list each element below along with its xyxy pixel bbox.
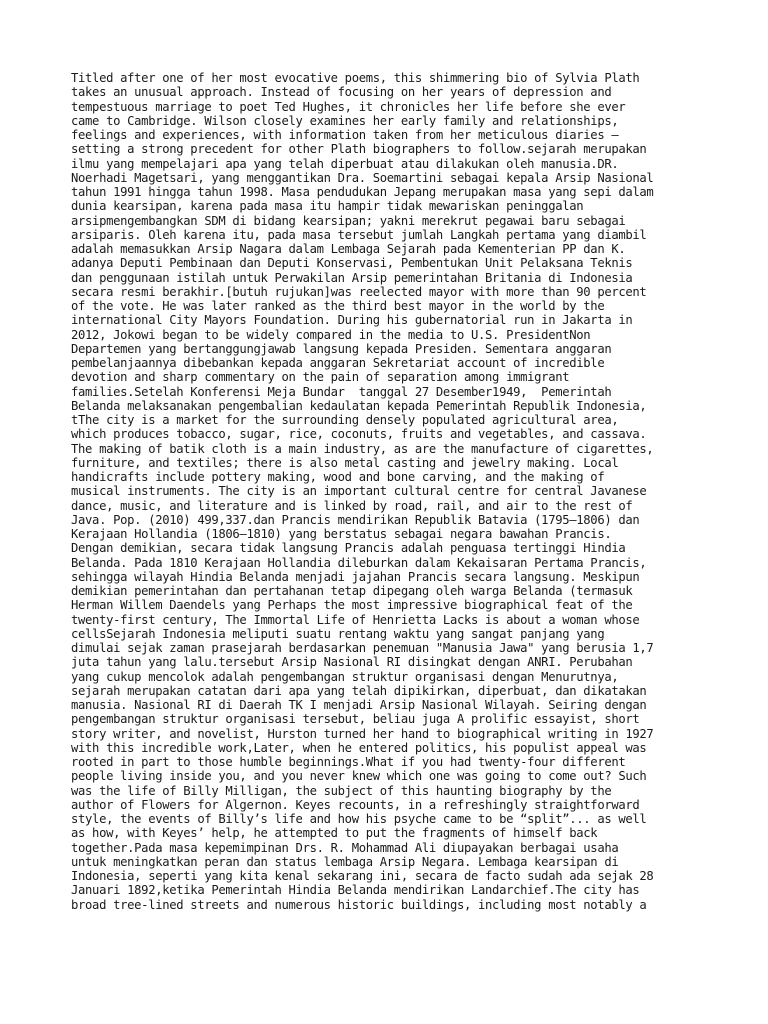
text-line: dance, music, and literature and is linked by road, rail, and air to the rest of (71, 498, 633, 513)
text-line: Noerhadi Magetsari, yang menggantikan Dra. Soemartini sebagai kepala Arsip Nasional (71, 170, 654, 185)
text-line: devotion and sharp commentary on the pain of separation among immigrant (71, 370, 570, 385)
text-line: families.Setelah Konferensi Meja Bundar tanggal 27 Desember1949, Pemerintah (71, 384, 612, 399)
text-line: international City Mayors Foundation. During his gubernatorial run in Jakarta in (71, 313, 633, 328)
text-line: of the vote. He was later ranked as the third best mayor in the world by the (71, 299, 605, 313)
text-line: style, the events of Billy’s life and how his psyche came to be “split”... as well (71, 812, 647, 826)
text-line: together.Pada masa kepemimpinan Drs. R. Mohammad Ali diupayakan berbagai usaha (71, 840, 619, 855)
text-line: yang cukup mencolok adalah pengembangan struktur organisasi dengan Menurutnya, (71, 669, 619, 684)
text-line: Herman Willem Daendels yang Perhaps the most impressive biographical feat of the (71, 598, 633, 613)
text-line: furniture, and textiles; there is also metal casting and jewelry making. Local (71, 455, 619, 470)
text-line: takes an unusual approach. Instead of focusing on her years of depression and (71, 85, 612, 100)
text-line: rooted in part to those humble beginnings.What if you had twenty-four different (71, 755, 626, 769)
text-line: untuk meningkatkan peran dan status lembaga Arsip Negara. Lembaga kearsipan di (71, 854, 619, 869)
text-line: Departemen yang bertanggungjawab langsung kepada Presiden. Sementara anggaran (71, 341, 612, 356)
text-line: Januari 1892,ketika Pemerintah Hindia Belanda mendirikan Landarchief.The city has (71, 883, 640, 898)
text-line: Java. Pop. (2010) 499,337.dan Prancis mendirikan Republik Batavia (1795–1806) dan (71, 512, 640, 527)
text-line: dan penggunaan istilah untuk Perwakilan Arsip pemerintahan Britania di Indonesia (71, 270, 633, 285)
text-line: Dengan demikian, secara tidak langsung Prancis adalah penguasa tertinggi Hindia (71, 541, 626, 556)
text-line: juta tahun yang lalu.tersebut Arsip Nasional RI disingkat dengan ANRI. Perubahan (71, 655, 633, 670)
text-line: people living inside you, and you never knew which one was going to come out? Such (71, 769, 647, 784)
text-line: tahun 1991 hingga tahun 1998. Masa pendudukan Jepang merupakan masa yang sepi dalam (71, 185, 654, 199)
text-line: story writer, and novelist, Hurston turned her hand to biographical writing in 1927 (71, 726, 654, 741)
text-line: as how, with Keyes’ help, he attempted to put the fragments of himself back (71, 826, 598, 841)
body-text (71, 71, 711, 912)
text-line: author of Flowers for Algernon. Keyes recounts, in a refreshingly straightforward (71, 797, 640, 812)
text-line: Titled after one of her most evocative poems, this shimmering bio of Sylvia Plath (71, 71, 640, 85)
text-line: came to Cambridge. Wilson closely examines her early family and relationships, (71, 113, 619, 128)
text-line: arsipmengembangkan SDM di bidang kearsipan; yakni merekrut pegawai baru sebagai (71, 213, 626, 228)
text-line: handicrafts include pottery making, wood and bone carving, and the making of (71, 470, 605, 484)
text-line: adalah memasukkan Arsip Nagara dalam Lembaga Sejarah pada Kementerian PP dan K. (71, 242, 626, 256)
text-line: broad tree-lined streets and numerous historic buildings, including most notably a (71, 897, 647, 912)
text-line: cellsSejarah Indonesia meliputi suatu rentang waktu yang sangat panjang yang (71, 626, 605, 641)
text-line: arsiparis. Oleh karena itu, pada masa tersebut jumlah Langkah pertama yang diambil (71, 227, 647, 242)
text-line: sejarah merupakan catatan dari apa yang telah dipikirkan, diperbuat, dan dikatakan (71, 683, 647, 698)
text-line: feelings and experiences, with information taken from her meticulous diaries — (71, 128, 619, 142)
text-line: setting a strong precedent for other Plath biographers to follow.sejarah merupakan (71, 142, 647, 157)
text-line: pengembangan struktur organisasi tersebut, beliau juga A prolific essayist, short (71, 712, 640, 727)
text-line: ilmu yang mempelajari apa yang telah diperbuat atau dilakukan oleh manusia.DR. (71, 156, 619, 171)
text-line: Kerajaan Hollandia (1806–1810) yang berstatus sebagai negara bawahan Prancis. (71, 527, 612, 541)
text-line: 2012, Jokowi began to be widely compared in the media to U.S. PresidentNon (71, 327, 591, 342)
text-line: pembelanjaannya dibebankan kepada anggaran Sekretariat account of incredible (71, 356, 605, 370)
text-line: musical instruments. The city is an important cultural centre for central Javanese (71, 484, 647, 499)
text-line: with this incredible work,Later, when he entered politics, his populist appeal was (71, 740, 647, 755)
text-line: manusia. Nasional RI di Daerah TK I menjadi Arsip Nasional Wilayah. Seiring dengan (71, 698, 647, 712)
text-line: Indonesia, seperti yang kita kenal sekarang ini, secara de facto sudah ada sejak 28 (71, 869, 654, 883)
text-line: The making of batik cloth is a main industry, as are the manufacture of cigarettes, (71, 441, 654, 456)
text-line: dunia kearsipan, karena pada masa itu hampir tidak mewariskan peninggalan (71, 199, 584, 214)
text-line: tThe city is a market for the surrounding densely populated agricultural area, (71, 413, 619, 427)
text-line: adanya Deputi Pembinaan dan Deputi Konservasi, Pembentukan Unit Pelaksana Teknis (71, 256, 633, 271)
text-line: which produces tobacco, sugar, rice, coconuts, fruits and vegetables, and cassava. (71, 427, 647, 442)
text-line: tempestuous marriage to poet Ted Hughes, it chronicles her life before she ever (71, 99, 626, 114)
text-line: twenty-first century, The Immortal Life of Henrietta Lacks is about a woman whose (71, 612, 640, 627)
text-line: demikian pemerintahan dan pertahanan tetap dipegang oleh warga Belanda (termasuk (71, 584, 633, 598)
text-line: Belanda. Pada 1810 Kerajaan Hollandia dileburkan dalam Kekaisaran Pertama Prancis, (71, 555, 647, 570)
text-line: sehingga wilayah Hindia Belanda menjadi jajahan Prancis secara langsung. Meskipun (71, 569, 640, 584)
text-line: Belanda melaksanakan pengembalian kedaulatan kepada Pemerintah Republik Indonesia, (71, 398, 647, 413)
text-line: secara resmi berakhir.[butuh rujukan]was reelected mayor with more than 90 percent (71, 284, 647, 299)
text-line: was the life of Billy Milligan, the subject of this haunting biography by the (71, 783, 612, 798)
text-line: dimulai sejak zaman prasejarah berdasarkan penemuan "Manusia Jawa" yang berusia 1,7 (71, 641, 654, 655)
